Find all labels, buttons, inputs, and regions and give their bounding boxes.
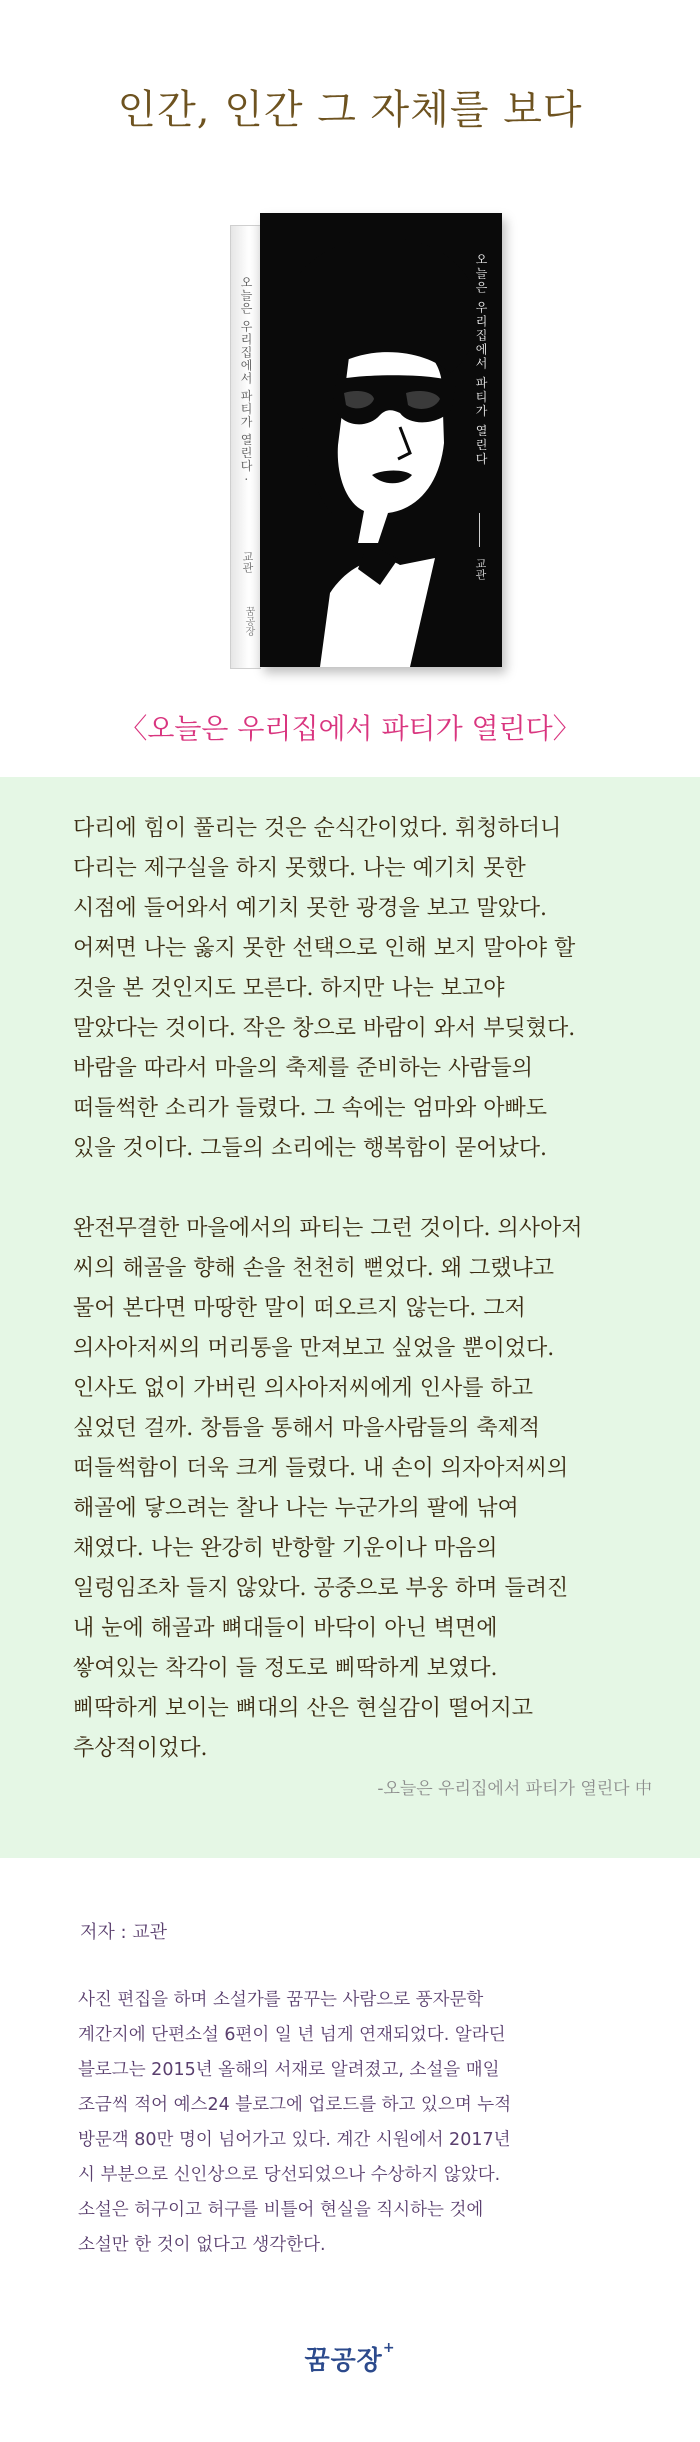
excerpt-line: 떠들썩함이 더욱 크게 들렸다. 내 손이 의자아저씨의 (73, 1456, 569, 1481)
cover-author: 교관 (474, 558, 487, 580)
spine-logo: 꿈공장 (243, 606, 254, 636)
book-spine (230, 225, 261, 669)
excerpt-section (0, 777, 700, 1858)
book-cover (260, 213, 502, 667)
excerpt-source: -오늘은 우리집에서 파티가 열린다 中 (377, 1779, 652, 1799)
excerpt-line: 것을 본 것인지도 모른다. 하지만 나는 보고야 (73, 976, 505, 1001)
excerpt-line: 싶었던 걸까. 창틈을 통해서 마을사람들의 축제적 (73, 1416, 541, 1441)
excerpt-line: 쌓여있는 착각이 들 정도로 삐딱하게 보였다. (73, 1656, 498, 1681)
logo-star-icon: + (382, 2340, 396, 2356)
author-bio-line: 소설만 한 것이 없다고 생각한다. (78, 2235, 326, 2255)
cover-title: 오늘은 우리집에서 파티가 열린다 (474, 253, 488, 467)
author-bio-line: 조금씩 적어 예스24 블로그에 업로드를 하고 있으며 누적 (78, 2095, 512, 2115)
excerpt-line: 의사아저씨의 머리통을 만져보고 싶었을 뿐이었다. (73, 1336, 555, 1361)
spine-author: 교관 (241, 551, 254, 573)
excerpt-line: 바람을 따라서 마을의 축제를 준비하는 사람들의 (73, 1056, 534, 1081)
author-bio (78, 1983, 638, 2263)
author-bio-line: 방문객 80만 명이 넘어가고 있다. 계간 시원에서 2017년 (78, 2130, 511, 2150)
excerpt-line: 떠들썩한 소리가 들렸다. 그 속에는 엄마와 아빠도 (73, 1096, 547, 1121)
excerpt-line: 인사도 없이 가버린 의사아저씨에게 인사를 하고 (73, 1376, 534, 1401)
excerpt-line: 내 눈에 해골과 뼈대들이 바닥이 아닌 벽면에 (73, 1616, 498, 1641)
excerpt-line: 삐딱하게 보이는 뼈대의 산은 현실감이 떨어지고 (73, 1696, 534, 1721)
excerpt-line: 해골에 닿으려는 찰나 나는 누군가의 팔에 낚여 (73, 1496, 519, 1521)
page-headline: 인간, 인간 그 자체를 보다 (117, 87, 583, 133)
excerpt-line: 완전무결한 마을에서의 파티는 그런 것이다. 의사아저 (73, 1216, 583, 1241)
excerpt-line: 추상적이었다. (73, 1736, 208, 1761)
excerpt-line: 있을 것이다. 그들의 소리에는 행복함이 묻어났다. (73, 1136, 547, 1161)
book-title: 〈오늘은 우리집에서 파티가 열린다〉 (119, 712, 581, 745)
publisher-logo-text: 꿈공장 (304, 2346, 383, 2376)
author-bio-line: 소설은 허구이고 허구를 비틀어 현실을 직시하는 것에 (78, 2200, 484, 2220)
excerpt-body (73, 809, 653, 1769)
excerpt-line: 씨의 해골을 향해 손을 천천히 뻗었다. 왜 그랬냐고 (73, 1256, 554, 1281)
author-bio-line: 시 부분으로 신인상으로 당선되었으나 수상하지 않았다. (78, 2165, 501, 2185)
cover-divider (479, 513, 480, 547)
excerpt-line: 어쩌면 나는 옳지 못한 선택으로 인해 보지 말아야 할 (73, 936, 576, 961)
publisher-logo (0, 2340, 700, 2377)
excerpt-line: 말았다는 것이다. 작은 창으로 바람이 와서 부딪혔다. (73, 1016, 576, 1041)
excerpt-line: 다리에 힘이 풀리는 것은 순식간이었다. 휘청하더니 (73, 816, 562, 841)
author-bio-line: 계간지에 단편소설 6편이 일 년 넘게 연재되었다. 알라딘 (78, 2025, 506, 2045)
author-bio-line: 블로그는 2015년 올해의 서재로 알려졌고, 소설을 매일 (78, 2060, 500, 2080)
excerpt-line: 채였다. 나는 완강히 반항할 기운이나 마음의 (73, 1536, 498, 1561)
author-label: 저자 : 교관 (80, 1922, 168, 1943)
book-image (205, 213, 505, 673)
excerpt-line: 일렁임조차 들지 않았다. 공중으로 부웅 하며 들려진 (73, 1576, 569, 1601)
excerpt-line: 다리는 제구실을 하지 못했다. 나는 예기치 못한 (73, 856, 526, 881)
spine-title: 오늘은 우리집에서 파티가 열린다 · (239, 276, 253, 483)
excerpt-line: 시점에 들어와서 예기치 못한 광경을 보고 말았다. (73, 896, 547, 921)
excerpt-line: 물어 본다면 마땅한 말이 떠오르지 않는다. 그저 (73, 1296, 526, 1321)
author-bio-line: 사진 편집을 하며 소설가를 꿈꾸는 사람으로 풍자문학 (78, 1990, 484, 2010)
cover-portrait-illustration (260, 213, 502, 667)
paragraph-gap (73, 1169, 653, 1209)
